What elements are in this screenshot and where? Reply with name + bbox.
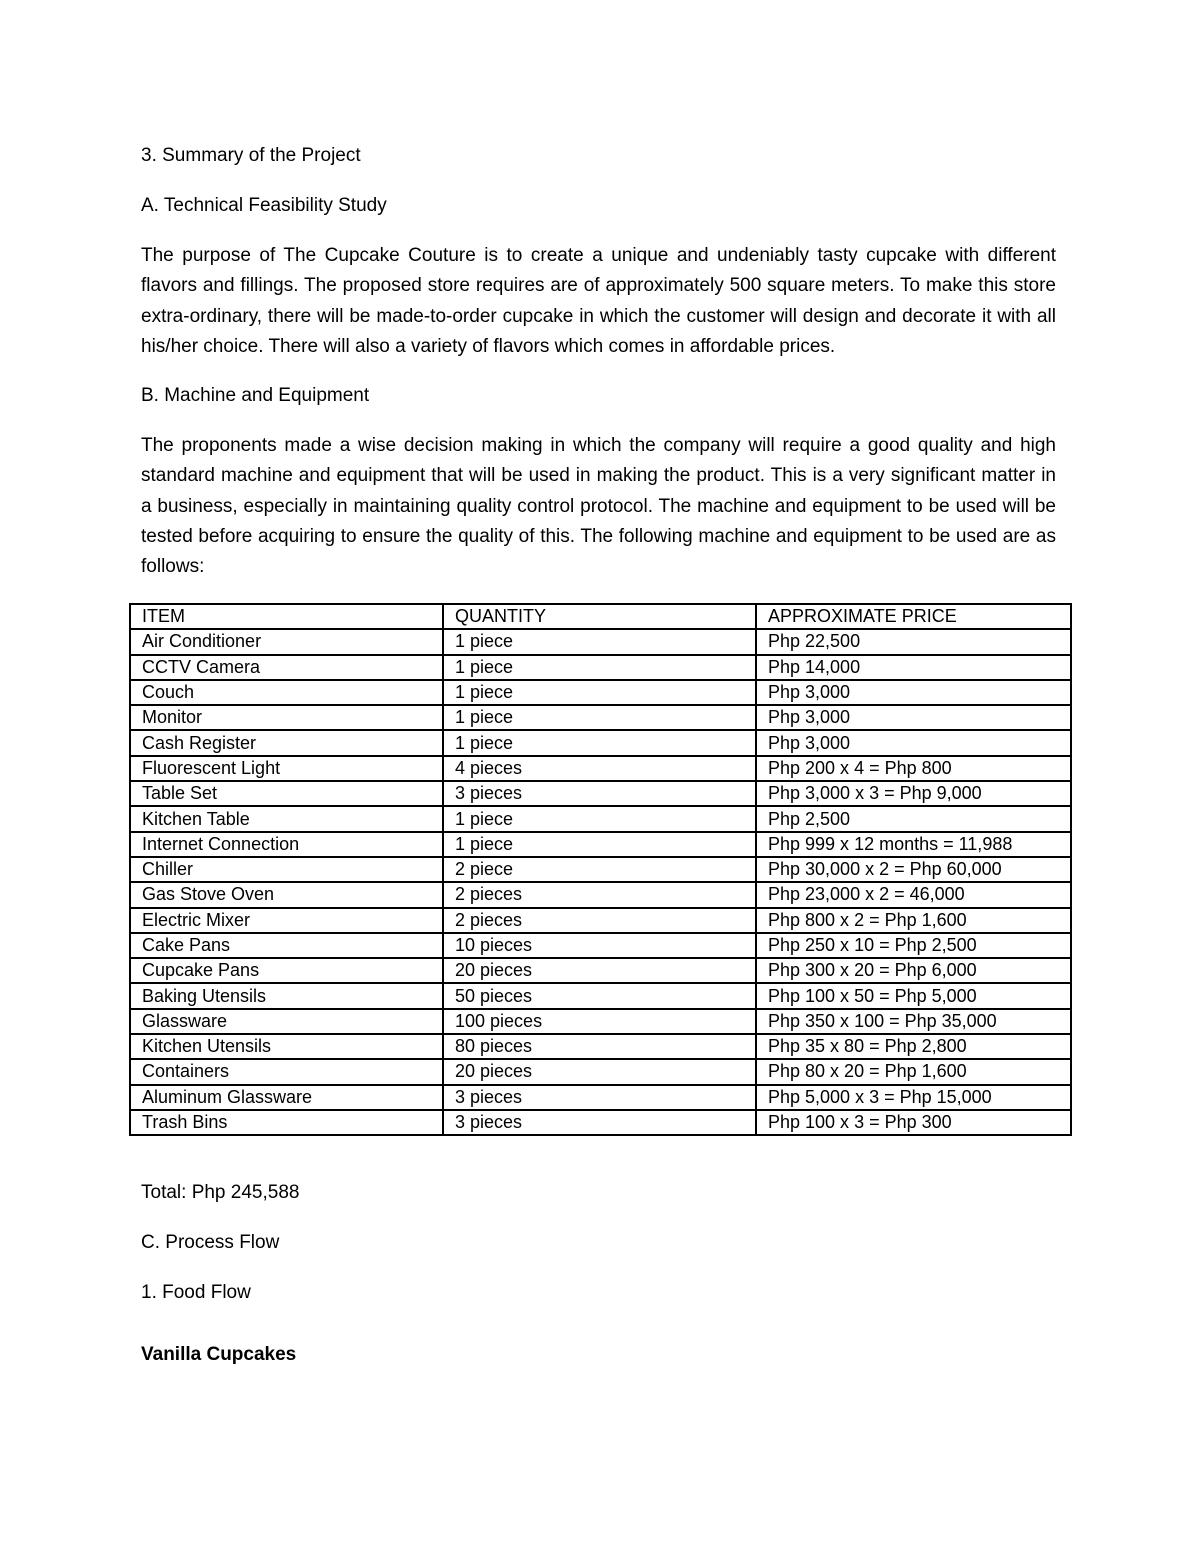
table-cell-quantity: 1 piece: [443, 832, 756, 857]
table-cell-quantity: 4 pieces: [443, 756, 756, 781]
table-row: [130, 832, 1071, 857]
table-row: [130, 730, 1071, 755]
table-row: [130, 1009, 1071, 1034]
header-item: ITEM: [130, 604, 443, 629]
table-cell-item: Internet Connection: [130, 832, 443, 857]
table-cell-item: Monitor: [130, 705, 443, 730]
header-quantity: QUANTITY: [443, 604, 756, 629]
table-cell-price: Php 3,000 x 3 = Php 9,000: [756, 781, 1071, 806]
table-row: [130, 655, 1071, 680]
total-cost: Total: Php 245,588: [141, 1182, 300, 1203]
section-title: 3. Summary of the Project: [141, 145, 361, 166]
table-cell-quantity: 10 pieces: [443, 933, 756, 958]
table-cell-price: Php 999 x 12 months = 11,988: [756, 832, 1071, 857]
table-cell-quantity: 3 pieces: [443, 781, 756, 806]
table-cell-item: Aluminum Glassware: [130, 1085, 443, 1110]
table-row: [130, 1110, 1071, 1135]
table-cell-price: Php 3,000: [756, 730, 1071, 755]
table-row: [130, 705, 1071, 730]
table-cell-item: Kitchen Table: [130, 806, 443, 831]
table-cell-item: Trash Bins: [130, 1110, 443, 1135]
table-cell-price: Php 22,500: [756, 629, 1071, 654]
table-row: [130, 806, 1071, 831]
table-row: [130, 983, 1071, 1008]
table-cell-quantity: 2 pieces: [443, 908, 756, 933]
table-cell-item: Baking Utensils: [130, 983, 443, 1008]
table-row: [130, 1059, 1071, 1084]
table-cell-item: Couch: [130, 680, 443, 705]
technical-feasibility-heading: A. Technical Feasibility Study: [141, 195, 387, 216]
table-cell-price: Php 100 x 3 = Php 300: [756, 1110, 1071, 1135]
table-cell-item: Containers: [130, 1059, 443, 1084]
machine-equipment-paragraph: [141, 431, 1056, 582]
equipment-table: [129, 603, 1072, 1136]
table-cell-price: Php 3,000: [756, 680, 1071, 705]
machine-equipment-heading: B. Machine and Equipment: [141, 385, 370, 406]
table-row: [130, 756, 1071, 781]
equipment-table-body: [130, 604, 1071, 1135]
table-cell-price: Php 100 x 50 = Php 5,000: [756, 983, 1071, 1008]
table-cell-quantity: 100 pieces: [443, 1009, 756, 1034]
technical-paragraph-text: The purpose of The Cupcake Couture is to create a unique and undeniably tasty cupcake with different flavors and fillings. The proposed store requires are of approximately 500 square meters. To make this store extra-ordinary, there will be made-to-order cupcake in which the customer will design and decorate it with all his/her choice. There will also a variety of flavors which comes in affordable prices.: [141, 245, 1056, 357]
table-cell-item: Cash Register: [130, 730, 443, 755]
table-row: [130, 857, 1071, 882]
table-cell-item: Cake Pans: [130, 933, 443, 958]
table-row: [130, 908, 1071, 933]
table-cell-item: Air Conditioner: [130, 629, 443, 654]
table-cell-item: Electric Mixer: [130, 908, 443, 933]
food-flow-subheading: 1. Food Flow: [141, 1282, 251, 1303]
table-cell-quantity: 1 piece: [443, 629, 756, 654]
table-cell-item: Gas Stove Oven: [130, 882, 443, 907]
table-cell-price: Php 80 x 20 = Php 1,600: [756, 1059, 1071, 1084]
table-row: [130, 680, 1071, 705]
technical-feasibility-paragraph: [141, 241, 1056, 362]
table-header-row: [130, 604, 1071, 629]
table-cell-item: CCTV Camera: [130, 655, 443, 680]
table-cell-quantity: 1 piece: [443, 705, 756, 730]
table-cell-price: Php 23,000 x 2 = 46,000: [756, 882, 1071, 907]
table-cell-item: Kitchen Utensils: [130, 1034, 443, 1059]
table-cell-price: Php 2,500: [756, 806, 1071, 831]
process-flow-heading: C. Process Flow: [141, 1232, 280, 1253]
table-cell-price: Php 800 x 2 = Php 1,600: [756, 908, 1071, 933]
machine-paragraph-text: The proponents made a wise decision making in which the company will require a good quality and high standard machine and equipment that will be used in making the product. This is a very significant matter in a business, especially in maintaining quality control protocol. The machine and equipment to be used will be tested before acquiring to ensure the quality of this. The following machine and equipment to be used are as follows:: [141, 435, 1056, 578]
table-cell-item: Table Set: [130, 781, 443, 806]
table-row: [130, 958, 1071, 983]
table-cell-price: Php 3,000: [756, 705, 1071, 730]
header-approximate-price: APPROXIMATE PRICE: [756, 604, 1071, 629]
table-cell-quantity: 3 pieces: [443, 1085, 756, 1110]
table-cell-quantity: 2 pieces: [443, 882, 756, 907]
table-cell-quantity: 1 piece: [443, 806, 756, 831]
table-cell-price: Php 5,000 x 3 = Php 15,000: [756, 1085, 1071, 1110]
table-cell-quantity: 2 piece: [443, 857, 756, 882]
table-row: [130, 781, 1071, 806]
recipe-title: Vanilla Cupcakes: [141, 1344, 297, 1365]
table-cell-quantity: 80 pieces: [443, 1034, 756, 1059]
table-row: [130, 1085, 1071, 1110]
table-cell-quantity: 1 piece: [443, 730, 756, 755]
table-cell-price: Php 30,000 x 2 = Php 60,000: [756, 857, 1071, 882]
table-cell-price: Php 200 x 4 = Php 800: [756, 756, 1071, 781]
table-cell-quantity: 1 piece: [443, 680, 756, 705]
table-cell-price: Php 350 x 100 = Php 35,000: [756, 1009, 1071, 1034]
table-cell-price: Php 14,000: [756, 655, 1071, 680]
table-cell-item: Chiller: [130, 857, 443, 882]
table-cell-quantity: 50 pieces: [443, 983, 756, 1008]
table-row: [130, 629, 1071, 654]
table-cell-price: Php 35 x 80 = Php 2,800: [756, 1034, 1071, 1059]
table-row: [130, 1034, 1071, 1059]
table-cell-quantity: 3 pieces: [443, 1110, 756, 1135]
table-cell-price: Php 300 x 20 = Php 6,000: [756, 958, 1071, 983]
table-cell-item: Cupcake Pans: [130, 958, 443, 983]
table-cell-quantity: 1 piece: [443, 655, 756, 680]
table-row: [130, 933, 1071, 958]
table-row: [130, 882, 1071, 907]
table-cell-item: Glassware: [130, 1009, 443, 1034]
table-cell-quantity: 20 pieces: [443, 958, 756, 983]
table-cell-quantity: 20 pieces: [443, 1059, 756, 1084]
table-cell-price: Php 250 x 10 = Php 2,500: [756, 933, 1071, 958]
table-cell-item: Fluorescent Light: [130, 756, 443, 781]
